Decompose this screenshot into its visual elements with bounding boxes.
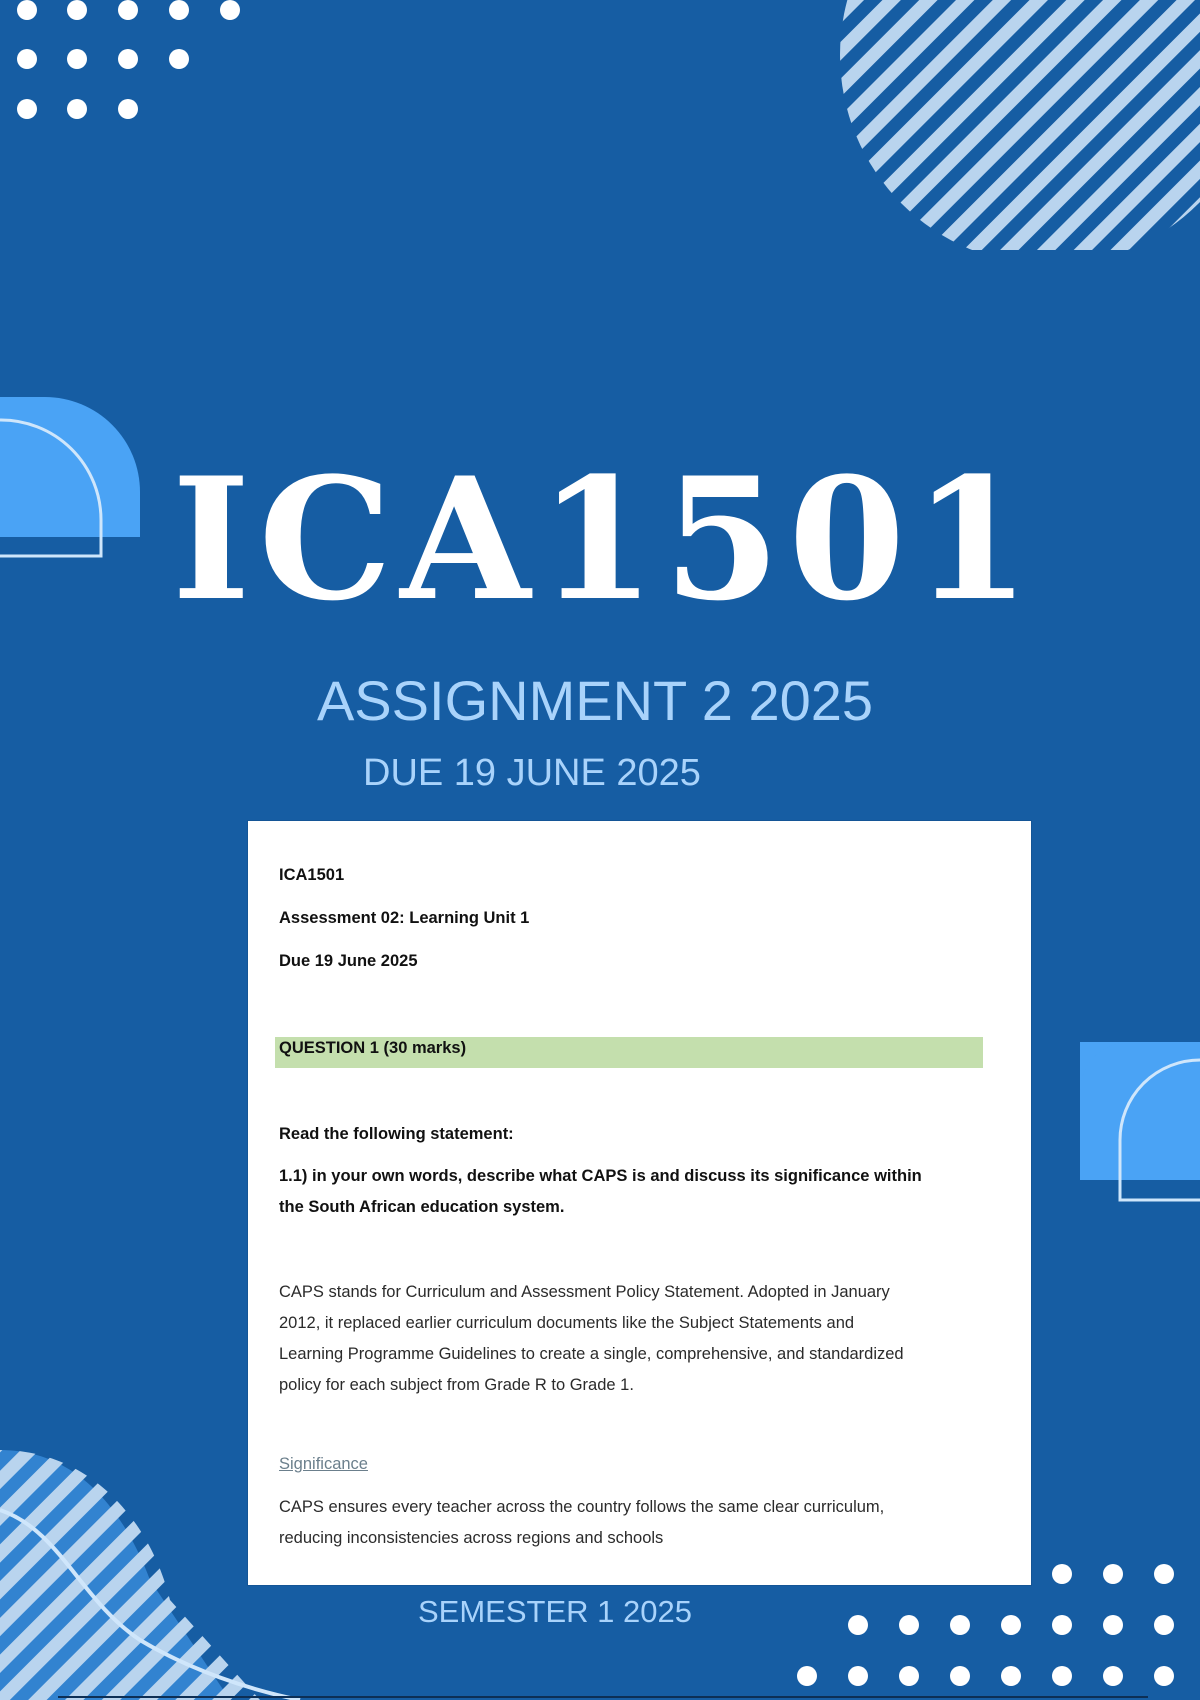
semester-label: SEMESTER 1 2025 [418,1594,692,1629]
question-text-line-1: 1.1) in your own words, describe what CAPS is and discuss its significance within [279,1167,922,1185]
answer-line: policy for each subject from Grade R to Grade 1. [279,1376,634,1394]
striped-circle-top-right [800,0,1200,250]
doc-assessment-title: Assessment 02: Learning Unit 1 [279,909,530,927]
question-heading: QUESTION 1 (30 marks) [279,1039,467,1057]
doc-due-date: Due 19 June 2025 [279,952,418,970]
dot-grid-top-left [17,0,240,119]
answer-line: CAPS stands for Curriculum and Assessment Policy Statement. Adopted in January [279,1283,890,1301]
bottom-divider [58,1696,1148,1698]
question-text-line-2: the South African education system. [279,1198,565,1216]
significance-heading: Significance [279,1455,368,1473]
significance-line: CAPS ensures every teacher across the country follows the same clear curriculum, [279,1498,885,1516]
answer-line: Learning Programme Guidelines to create a single, comprehensive, and standardized [279,1345,904,1363]
assignment-title: ASSIGNMENT 2 2025 [316,669,874,732]
doc-course-code: ICA1501 [279,866,345,884]
instruction-text: Read the following statement: [279,1125,514,1143]
course-code-title: ICA1501 [171,440,1039,638]
answer-line: 2012, it replaced earlier curriculum documents like the Subject Statements and [279,1314,855,1332]
document-preview [248,821,1031,1585]
significance-line: reducing inconsistencies across regions and schools [279,1529,664,1547]
due-date-banner: DUE 19 JUNE 2025 [363,752,701,794]
quarter-shape-right [1080,1042,1200,1200]
